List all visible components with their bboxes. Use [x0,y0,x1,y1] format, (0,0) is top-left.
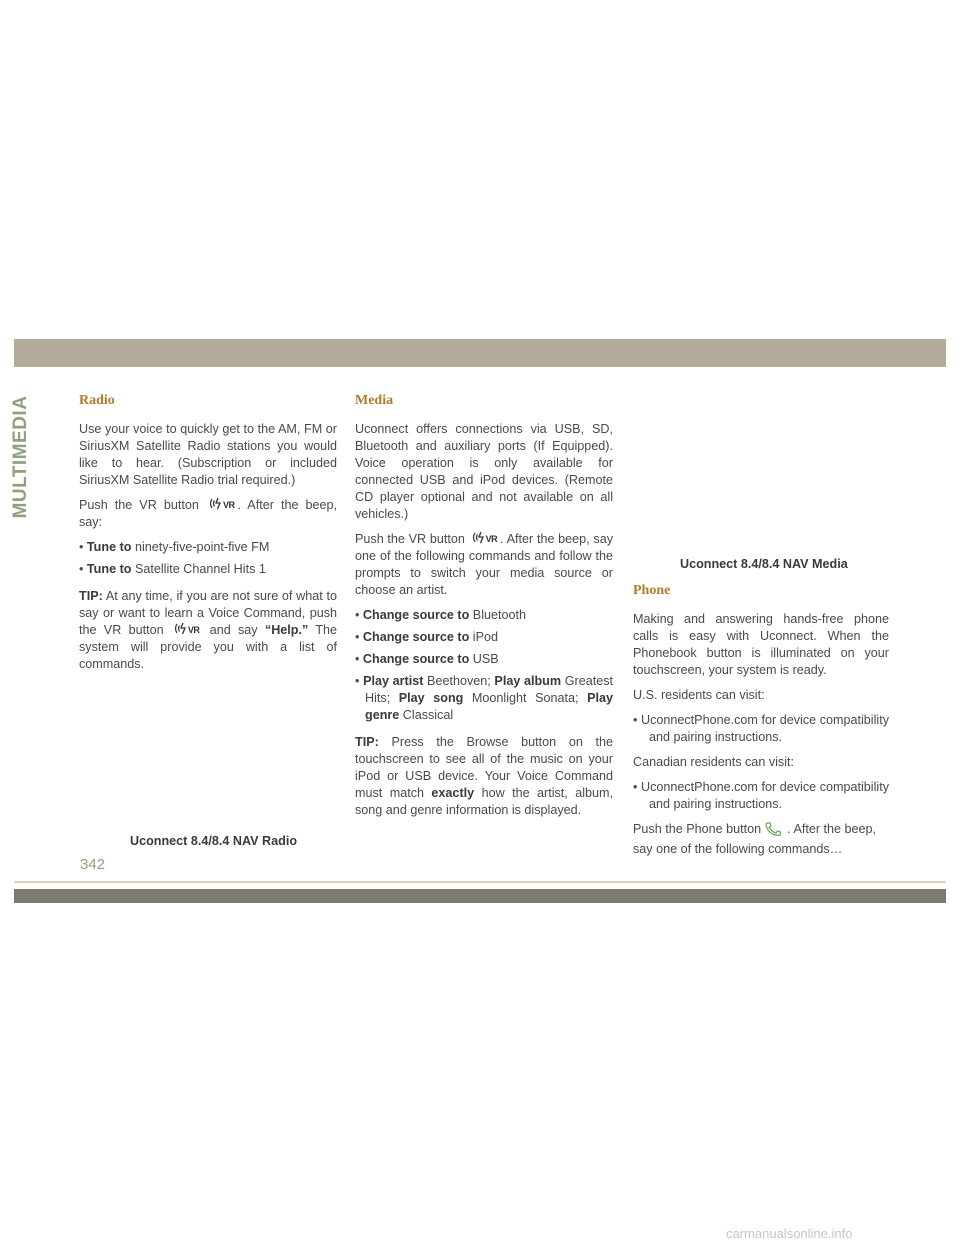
radio-intro: Use your voice to quickly get to the AM, FM or SiriusXM Satellite Radio stations you would like to hear. (Subscription or included SiriusXM Satellite Radio trial required.) [79,422,337,487]
phone-ca-bullet: • UconnectPhone.com for device compatibility and pairing instructions. [633,780,889,811]
phone-button-icon [764,822,784,841]
watermark: carmanualsonline.info [726,1226,853,1241]
radio-tip: TIP: At any time, if you are not sure of what to say or want to learn a Voice Command, push the VR button VR and say “Help.” The system will provide you with a list of commands. [79,589,338,671]
section-tab: MULTIMEDIA [10,395,31,519]
vr-button-icon: VR [206,497,238,514]
media-section [355,393,613,827]
vr-button-icon: VR [469,531,501,548]
radio-heading: Radio [79,393,115,408]
media-bullet-2: • Change source to iPod [355,630,499,644]
phone-us-bullet: • UconnectPhone.com for device compatibility and pairing instructions. [633,713,889,744]
phone-push-instruction: Push the Phone button . After the beep, say one of the following commands… [633,822,877,856]
phone-section [633,583,889,866]
phone-heading: Phone [633,583,671,598]
radio-bullet-1: • Tune to ninety-five-point-five FM [79,540,270,554]
radio-push-instruction: Push the VR button VR . After the beep, say: [79,498,338,529]
media-bullet-4: • Play artist Beethoven; Play album Greatest Hits; Play song Moonlight Sonata; Play genre Classical [355,674,613,722]
header-band [14,339,946,367]
media-bullet-3: • Change source to USB [355,652,499,666]
phone-us-label: U.S. residents can visit: [633,688,765,702]
footer-band [14,889,946,903]
radio-image-caption: Uconnect 8.4/8.4 NAV Radio [130,834,298,848]
footer-rule [14,881,946,883]
media-tip: TIP: Press the Browse button on the touchscreen to see all of the music on your iPod or USB device. Your Voice Command must match exactly how the artist, album, song and genre information is displayed. [355,735,614,817]
media-intro: Uconnect offers connections via USB, SD, Bluetooth and auxiliary ports (If Equipped). Voice operation is only available for connected USB and iPod devices. (Remote CD player optional and not available on all vehicles.) [355,422,613,521]
media-image-caption: Uconnect 8.4/8.4 NAV Media [680,557,848,571]
media-push-instruction: Push the VR button VR . After the beep, say one of the following commands and follow the prompts to switch your media source or choose an artist. [355,532,613,597]
media-bullet-1: • Change source to Bluetooth [355,608,527,622]
phone-ca-label: Canadian residents can visit: [633,755,795,769]
media-heading: Media [355,393,394,408]
phone-intro: Making and answering hands-free phone calls is easy with Uconnect. When the Phonebook button is illuminated on your touchscreen, your system is ready. [633,612,889,677]
vr-button-icon: VR [171,622,203,639]
page-number: 342 [80,856,106,873]
radio-section [79,393,337,681]
radio-bullet-2: • Tune to Satellite Channel Hits 1 [79,562,266,576]
